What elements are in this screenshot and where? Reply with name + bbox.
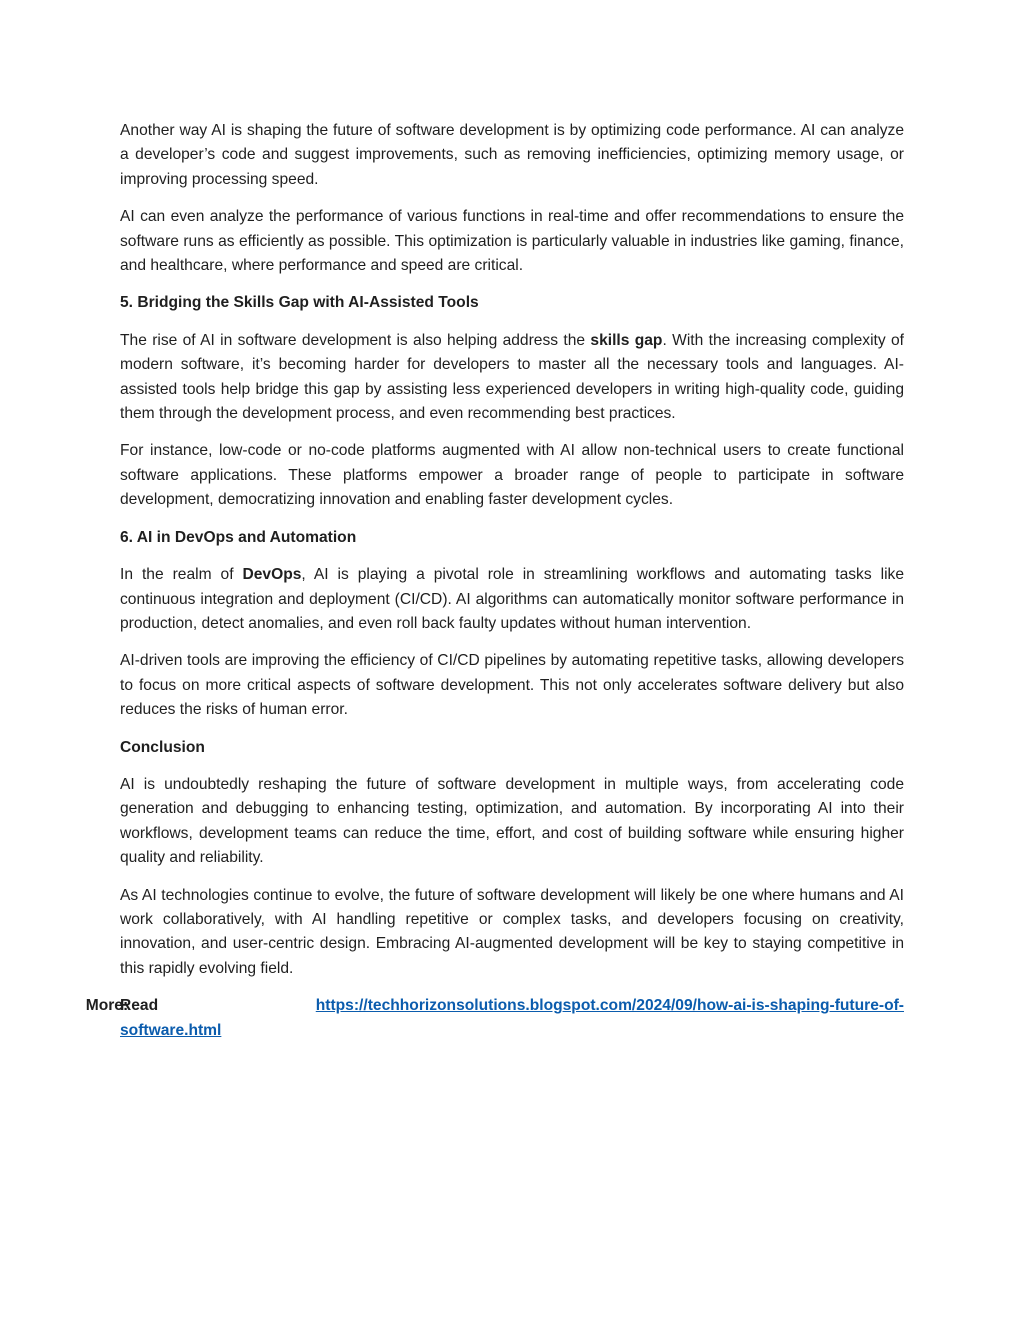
paragraph-conclusion-1: AI is undoubtedly reshaping the future of software development in multiple ways, from accelerating code generation and debugging to enhancing testing, optimization, and automation. By incorporating AI into their workflows, development teams can reduce the time, effort, and cost of building software while ensuring higher quality and reliability. (120, 775, 904, 867)
section-heading-devops: 6. AI in DevOps and Automation (120, 528, 357, 546)
paragraph-low-code: For instance, low-code or no-code platforms augmented with AI allow non-technical users to create functional software applications. These platforms empower a broader range of people to participate in software development, democratizing innovation and enabling faster development cycles. (120, 442, 904, 509)
section-heading-skills-gap: 5. Bridging the Skills Gap with AI-Assisted Tools (120, 294, 479, 312)
paragraph-devops (120, 563, 904, 636)
text-run: In the realm of (120, 566, 243, 584)
paragraph-skills-gap (120, 329, 904, 427)
read-more-label-more: More: (85, 997, 129, 1015)
read-more-label-read: Read (120, 997, 159, 1015)
document-page (85, 119, 905, 1043)
paragraph-conclusion-2: As AI technologies continue to evolve, the future of software development will likely be one where humans and AI work collaboratively, with AI handling repetitive or complex tasks, and developers focusing on creativity, innovation, and user-centric design. Embracing AI-augmented development will be key to staying competitive in this rapidly evolving field. (120, 886, 904, 977)
bold-term-skills-gap: skills gap (590, 331, 663, 349)
read-more-link[interactable]: https://techhorizonsolutions.blogspot.com/2024/09/how-ai-is-shaping-future-of- (315, 997, 904, 1015)
section-heading-conclusion: Conclusion (120, 738, 205, 756)
paragraph-ci-cd: AI-driven tools are improving the efficiency of CI/CD pipelines by automating repetitive tasks, allowing developers to focus on more critical aspects of software development. This not only accelerates software delivery but also reduces the risks of human error. (120, 652, 904, 719)
text-run: . With the increasing complexity of modern software, it’s becoming harder for developers to master all the necessary tools and languages. AI-assisted tools help bridge this gap by assisting less experienced developers in writing high-quality code, guiding them through the development process, and even recommending best practices. (120, 331, 904, 423)
paragraph-function-analysis: AI can even analyze the performance of various functions in real-time and offer recommendations to ensure the software runs as efficiently as possible. This optimization is particularly valuable in industries like gaming, finance, and healthcare, where performance and speed are critical. (120, 208, 904, 275)
text-run: , AI is playing a pivotal role in streamlining workflows and automating tasks like continuous integration and deployment (CI/CD). AI algorithms can automatically monitor software performance in production, detect anomalies, and even roll back faulty updates without human intervention. (120, 566, 905, 632)
text-run: The rise of AI in software development is also helping address the (120, 331, 591, 349)
paragraph-code-performance: Another way AI is shaping the future of software development is by optimizing code performance. AI can analyze a developer’s code and suggest improvements, such as removing inefficiencies, optimizing memory usage, or improving processing speed. (120, 122, 904, 188)
read-more-link-continuation[interactable]: software.html (120, 1021, 222, 1039)
bold-term-devops: DevOps (242, 566, 302, 584)
read-more-line (85, 994, 904, 1043)
